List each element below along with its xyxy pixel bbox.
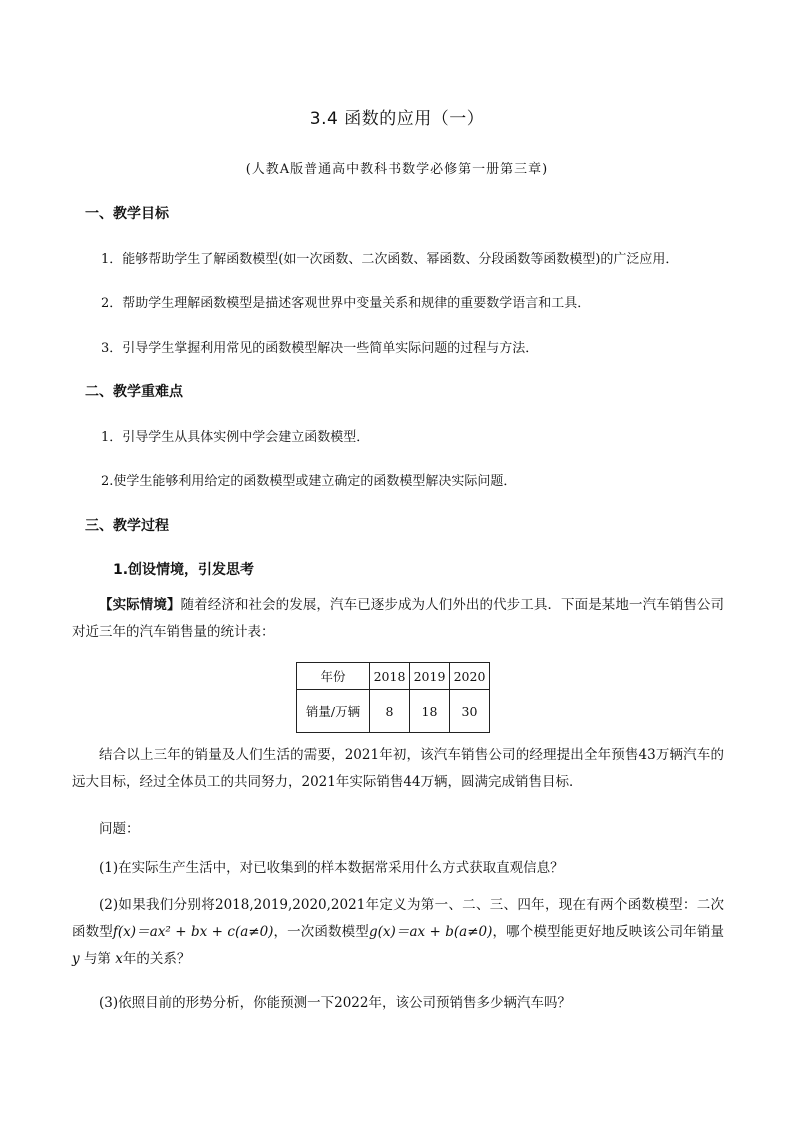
quadratic-model: f(x)＝ax² + bx + c(a≠0)	[112, 924, 274, 940]
table-value-cell: 8	[370, 690, 410, 733]
question-3: (3)依照目前的形势分析，你能预测一下2022年，该公司预销售多少辆汽车吗？	[99, 995, 571, 1011]
table-value-cell: 18	[410, 690, 450, 733]
table-value-cell: 30	[450, 690, 490, 733]
key-point-item: 1．引导学生从具体实例中学会建立函数模型．	[101, 430, 370, 445]
context-text: 随着经济和社会的发展，汽车已逐步成为人们外出的代步工具．下面是某地一汽车销售公司对近三年的汽车销售量的统计表：	[72, 597, 725, 640]
key-point-item: 2.使学生能够利用给定的函数模型或建立确定的函数模型解决实际问题．	[101, 474, 517, 489]
question-2	[72, 892, 724, 973]
table-row-label: 销量/万辆	[297, 690, 370, 733]
context-paragraph	[72, 592, 724, 646]
variable-y: y	[72, 951, 80, 967]
section-heading-key-points: 二、教学重难点	[85, 384, 183, 400]
table-header-cell: 年份	[297, 663, 370, 690]
q2-text: 年的关系？	[122, 951, 191, 967]
variable-x: x	[115, 951, 123, 967]
table-row	[297, 663, 490, 690]
step-heading: 1.创设情境，引发思考	[113, 562, 255, 578]
q2-text: 与第	[83, 951, 111, 967]
question-label: 问题：	[99, 821, 140, 837]
question-1: (1)在实际生产生活中，对已收集到的样本数据常采用什么方式获取直观信息？	[99, 860, 564, 876]
q2-text: ，哪个模型能更好地反映该公司年销量	[492, 924, 725, 940]
table-row	[297, 690, 490, 733]
goal-item: 1．能够帮助学生了解函数模型(如一次函数、二次函数、幂函数、分段函数等函数模型)的广泛应用．	[101, 252, 679, 267]
goal-item: 3．引导学生掌握利用常见的函数模型解决一些简单实际问题的过程与方法．	[101, 341, 539, 356]
result-paragraph: 结合以上三年的销量及人们生活的需要，2021年初，该汽车销售公司的经理提出全年预售43万辆汽车的远大目标，经过全体员工的共同努力，2021年实际销售44万辆，圆满完成销售目标．	[72, 747, 724, 790]
section-heading-goals: 一、教学目标	[85, 206, 169, 222]
linear-model: g(x)＝ax + b(a≠0)	[368, 924, 493, 940]
table-year-cell: 2020	[450, 663, 490, 690]
table-year-cell: 2018	[370, 663, 410, 690]
table-year-cell: 2019	[410, 663, 450, 690]
page-subtitle: (人教A版普通高中教科书数学必修第一册第三章)	[245, 162, 549, 177]
q2-text: ，一次函数模型	[273, 924, 369, 940]
goal-item: 2．帮助学生理解函数模型是描述客观世界中变量关系和规律的重要数学语言和工具．	[101, 296, 591, 311]
q2-text: (2)如果我们分别将2018,2019,2020,2021年定义为第一、二、三、四年，现在有两个函数模型：二次函数型	[72, 897, 724, 940]
section-heading-process: 三、教学过程	[85, 518, 169, 534]
context-tag: 【实际情境】	[99, 597, 181, 613]
page-title: 3.4 函数的应用（一）	[309, 109, 485, 129]
sales-table	[296, 662, 490, 733]
